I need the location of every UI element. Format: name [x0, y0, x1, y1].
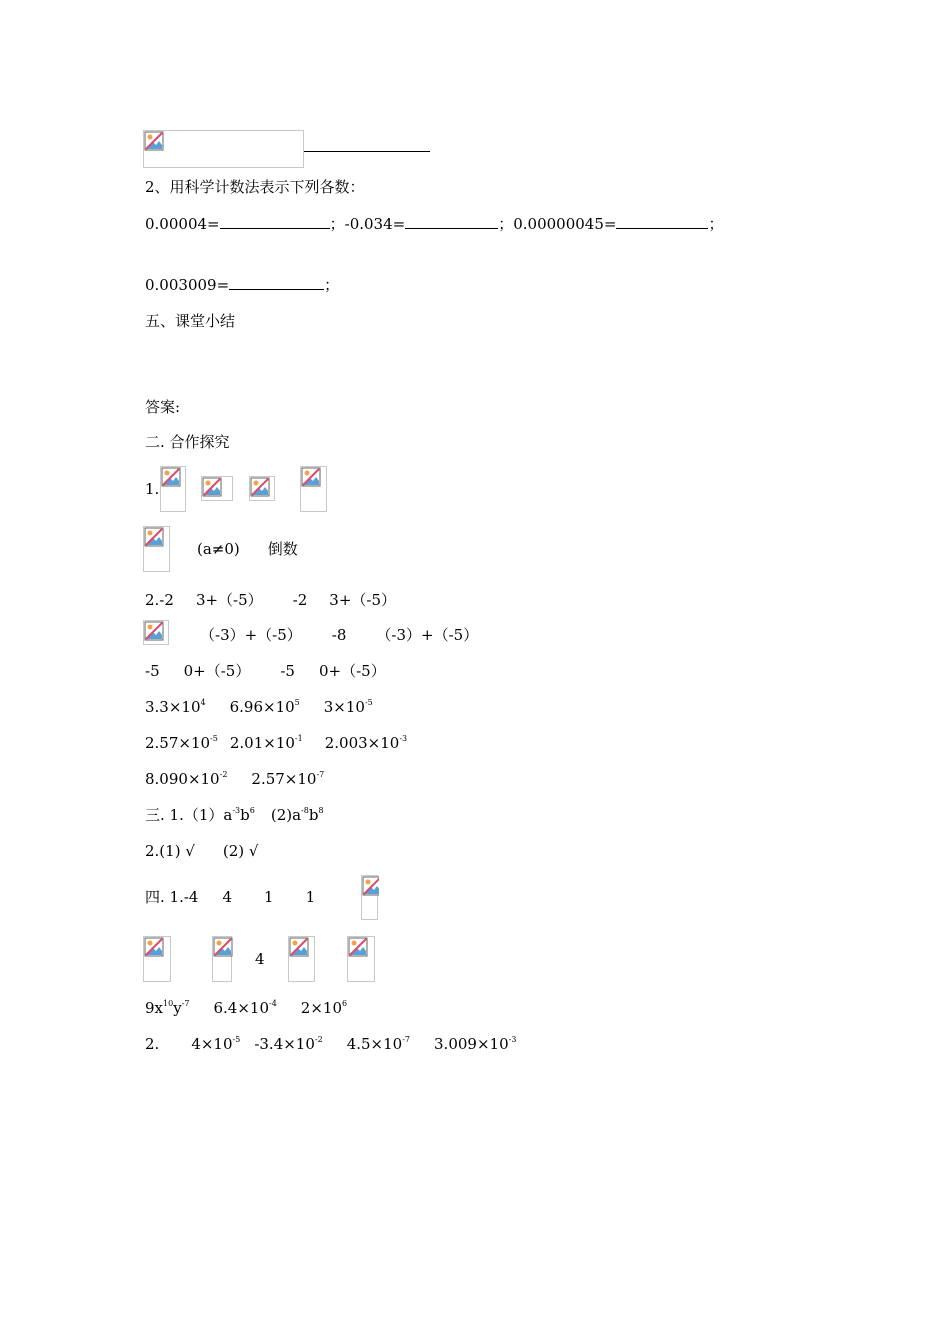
- answer-blank: [405, 214, 498, 229]
- section-4-mid-value: 4: [255, 950, 265, 968]
- answer-3-row2: [145, 733, 407, 753]
- broken-image-icon: [143, 620, 169, 645]
- answers-heading: 答案:: [145, 398, 181, 416]
- sci-value: 4.5×10: [346, 1035, 403, 1053]
- answer-text: 9x: [145, 999, 164, 1017]
- exponent: -2: [219, 770, 228, 779]
- section-4-answer-2: [145, 1034, 516, 1054]
- separator: ；: [498, 215, 514, 233]
- answer-text: (2) √: [222, 842, 259, 860]
- broken-image-icon: [143, 526, 170, 572]
- sci-value: 2.57×10: [251, 770, 317, 788]
- sci-value: 2.003×10: [324, 734, 400, 752]
- answer-cell: 3+（-5）: [195, 591, 263, 609]
- exponent: -3: [399, 734, 408, 743]
- sci-value: 3×10: [323, 698, 365, 716]
- broken-image-icon: [212, 936, 232, 982]
- exponent: -3: [508, 1035, 517, 1044]
- exponent: -5: [364, 698, 373, 707]
- exponent: -4: [269, 999, 277, 1008]
- answer-text: (2)a: [270, 806, 302, 824]
- question-2-row2: [145, 275, 339, 295]
- answer-cell: -2: [292, 591, 308, 609]
- item-label: 0.00000045=: [513, 215, 617, 233]
- exponent: 6: [249, 806, 255, 815]
- section-5-title: 五、课堂小结: [145, 312, 236, 330]
- answer-text: 三. 1.（1）a: [145, 806, 233, 824]
- answer-blank: [229, 275, 324, 290]
- answer-cell: （-3）+（-5）: [200, 626, 302, 644]
- answer-text: 2.: [145, 1035, 160, 1053]
- exponent: 8: [318, 806, 324, 815]
- answer-cell: 0+（-5）: [318, 662, 386, 680]
- exponent: 10: [163, 999, 174, 1008]
- answer-cell: 0+（-5）: [183, 662, 251, 680]
- answer-cell: （-3）+（-5）: [376, 626, 479, 644]
- broken-image-icon: [288, 936, 315, 982]
- sci-value: 6.96×10: [229, 698, 295, 716]
- sci-value: 2×10: [300, 999, 342, 1017]
- answer-cell: 2.-2: [145, 591, 174, 609]
- item-label: 0.003009=: [145, 276, 230, 294]
- section-3-answer-2: [145, 841, 258, 861]
- reciprocal-word: 倒数: [267, 540, 298, 558]
- answer-cell: 3+（-5）: [329, 591, 397, 609]
- sci-value: 6.4×10: [213, 999, 269, 1017]
- answer-text: b: [308, 806, 319, 824]
- answer-cell: -5: [145, 662, 160, 680]
- answer-2-row2: [200, 625, 478, 645]
- exponent: -1: [294, 734, 303, 743]
- exponent: -8: [301, 806, 309, 815]
- question-2-title: 2、用科学计数法表示下列各数：: [145, 178, 365, 196]
- sci-value: 3.3×10: [145, 698, 201, 716]
- exponent: -5: [210, 734, 218, 743]
- broken-image-icon: [347, 936, 375, 982]
- answer-text: 2.(1) √: [145, 842, 195, 860]
- exponent: 5: [294, 698, 300, 707]
- broken-image-icon: [249, 476, 275, 501]
- answer-cell: -5: [280, 662, 295, 680]
- section-4-row3: [145, 998, 347, 1018]
- section-4-row1: [145, 887, 315, 907]
- answer-2-row1: [145, 590, 396, 610]
- condition-text: (a≠0): [197, 540, 240, 558]
- answer-1-note: [197, 539, 298, 559]
- exponent: -7: [316, 770, 325, 779]
- sci-value: 4×10: [191, 1035, 233, 1053]
- answer-text: 1: [264, 888, 274, 906]
- answer-3-row3: [145, 769, 324, 789]
- item-label: -0.034=: [344, 215, 406, 233]
- exponent: 4: [200, 698, 206, 707]
- answer-text: b: [240, 806, 250, 824]
- exponent: -7: [181, 999, 190, 1008]
- answer-2-row3: [145, 661, 386, 681]
- sci-value: 8.090×10: [145, 770, 220, 788]
- answer-blank: [616, 214, 708, 229]
- separator: ；: [708, 215, 724, 233]
- answer-blank: [304, 137, 430, 152]
- answer-text: y: [173, 999, 182, 1017]
- sci-value: 3.009×10: [434, 1035, 509, 1053]
- sci-value: 2.57×10: [145, 734, 211, 752]
- exponent: -3: [232, 806, 241, 815]
- exponent: 6: [342, 999, 348, 1008]
- sci-value: 2.01×10: [229, 734, 295, 752]
- answer-text: 1: [305, 888, 316, 906]
- broken-image-icon: [143, 936, 171, 982]
- question-2-row1: [145, 214, 723, 234]
- separator: ；: [329, 215, 345, 233]
- broken-image-icon: [143, 130, 304, 168]
- broken-image-icon: [361, 875, 378, 920]
- sci-value: -3.4×10: [254, 1035, 315, 1053]
- section-3-answer-1: [145, 805, 324, 825]
- exponent: -7: [402, 1035, 411, 1044]
- item-label: 0.00004=: [145, 215, 220, 233]
- exponent: -5: [232, 1035, 241, 1044]
- exponent: -2: [314, 1035, 323, 1044]
- answer-1-prefix: 1.: [145, 480, 160, 498]
- answer-text: 四. 1.-4: [145, 888, 199, 906]
- broken-image-icon: [201, 476, 233, 501]
- separator: ；: [324, 276, 340, 294]
- answer-blank: [220, 214, 330, 229]
- broken-image-icon: [300, 466, 327, 512]
- answer-3-row1: [145, 697, 373, 717]
- broken-image-icon: [160, 466, 186, 512]
- answer-text: 4: [222, 888, 233, 906]
- section-2-heading: 二. 合作探究: [145, 433, 230, 451]
- answer-cell: -8: [331, 626, 347, 644]
